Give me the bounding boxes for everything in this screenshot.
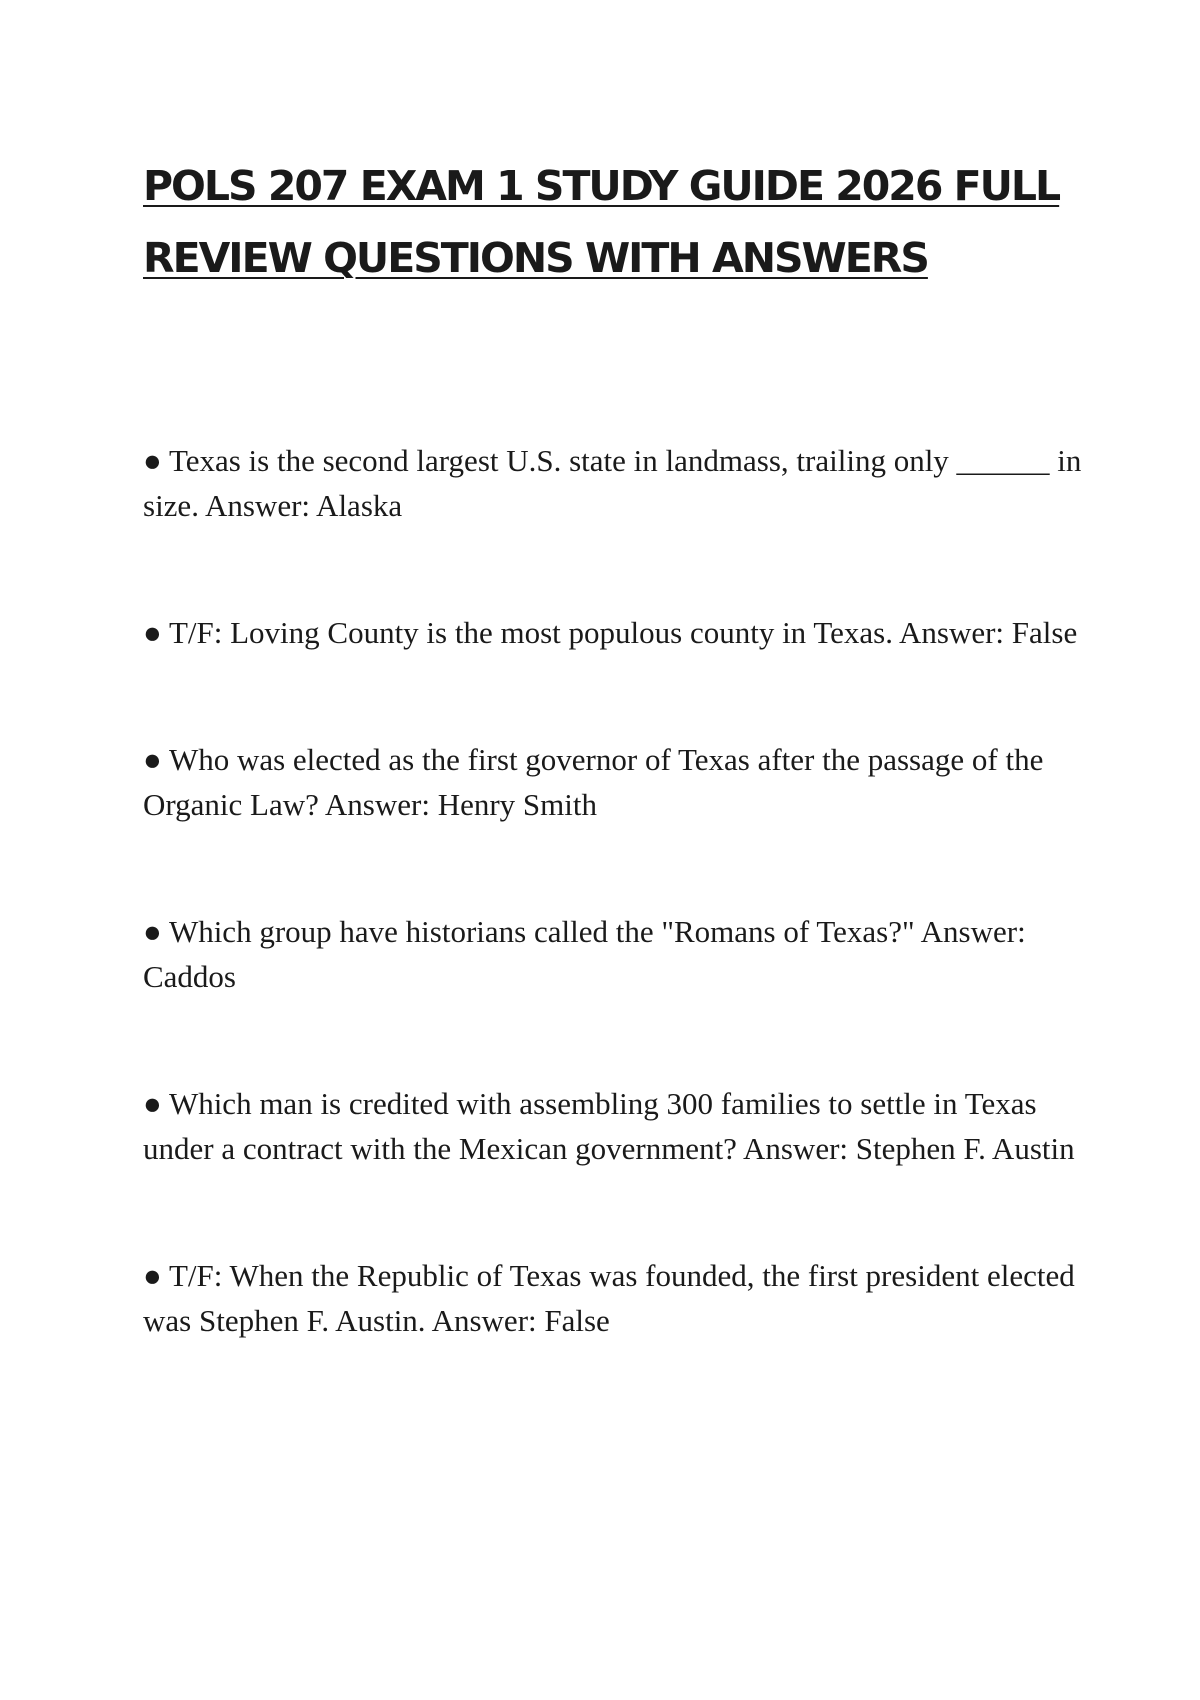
bullet-icon: ● — [143, 443, 162, 478]
question-item — [143, 909, 1083, 999]
question-item — [143, 1253, 1083, 1343]
question-text: T/F: Loving County is the most populous county in Texas. Answer: False — [168, 615, 1078, 650]
question-item — [143, 737, 1083, 827]
document-title-text: POLS 207 EXAM 1 STUDY GUIDE 2026 FULL REVIEW QUESTIONS WITH ANSWERS — [143, 162, 1060, 282]
bullet-icon: ● — [143, 1258, 162, 1293]
question-text: Texas is the second largest U.S. state in landmass, trailing only ______ in size. Answer: Alaska — [143, 443, 1082, 523]
bullet-icon: ● — [143, 615, 162, 650]
question-item — [143, 610, 1083, 655]
document-title — [143, 150, 1103, 294]
question-text: T/F: When the Republic of Texas was founded, the first president elected was Stephen F. Austin. Answer: False — [143, 1258, 1075, 1338]
bullet-icon: ● — [143, 914, 162, 949]
bullet-icon: ● — [143, 742, 162, 777]
question-item — [143, 438, 1083, 528]
question-text: Who was elected as the first governor of Texas after the passage of the Organic Law? Answer: Henry Smith — [143, 742, 1044, 822]
question-text: Which group have historians called the "Romans of Texas?" Answer: Caddos — [143, 914, 1026, 994]
question-item — [143, 1081, 1083, 1171]
bullet-icon: ● — [143, 1086, 162, 1121]
question-text: Which man is credited with assembling 300 families to settle in Texas under a contract with the Mexican government? Answer: Stephen F. Austin — [143, 1086, 1075, 1166]
question-list — [143, 438, 1083, 1425]
